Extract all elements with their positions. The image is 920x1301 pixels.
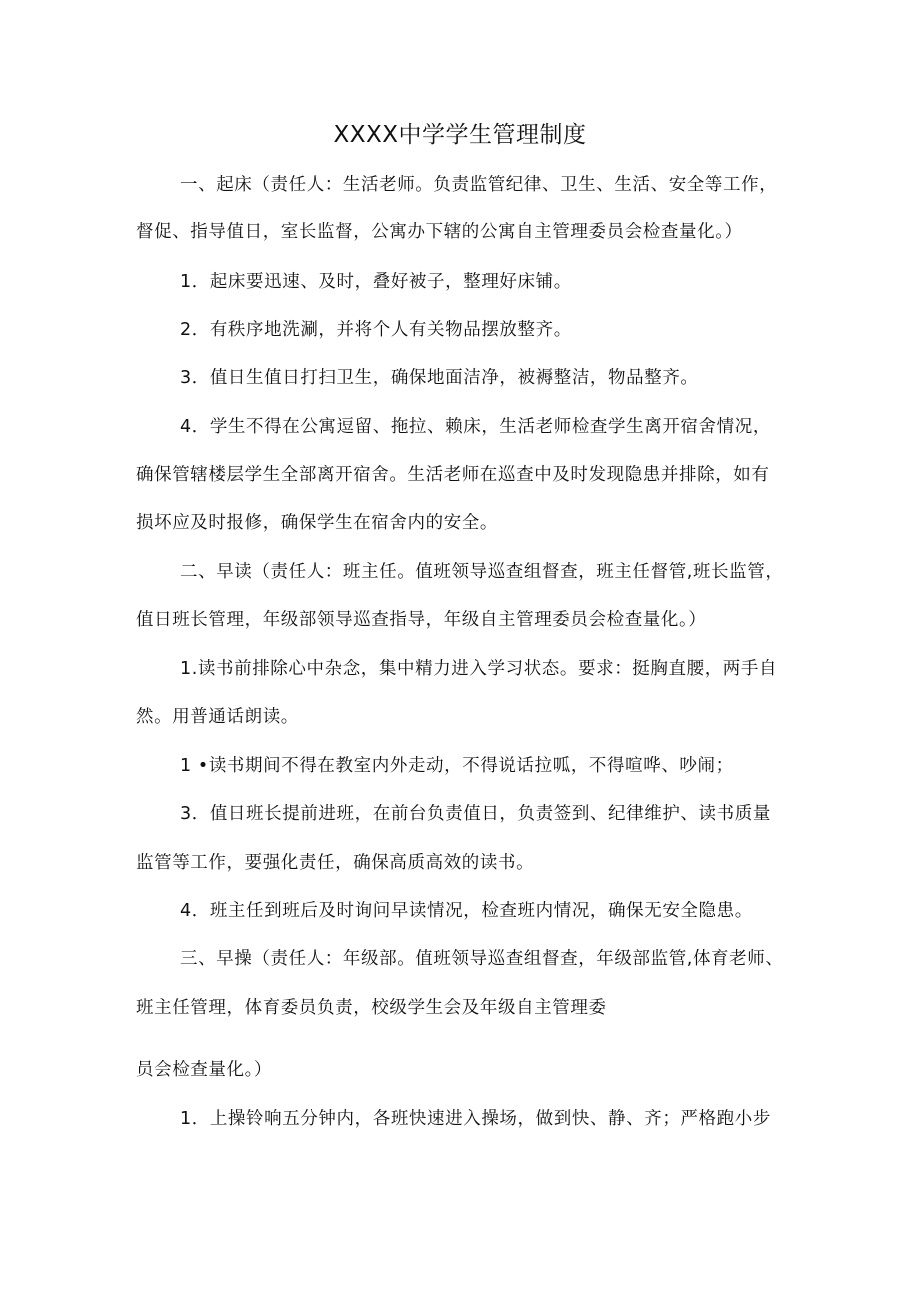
section-3-item-1: 1．上操铃响五分钟内，各班快速进入操场，做到快、静、齐；严格跑小步 — [180, 1109, 771, 1129]
section-2-item-4: 4．班主任到班后及时询问早读情况，检查班内情况，确保无安全隐患。 — [180, 901, 753, 921]
section-2-item-3-line-2: 监管等工作，要强化责任，确保高质高效的读书。 — [136, 853, 535, 873]
section-2-item-1-line-1: 1.读书前排除心中杂念，集中精力进入学习状态。要求：挺胸直腰，两手自 — [180, 659, 778, 679]
section-1-item-4-line-1: 4．学生不得在公寓逗留、拖拉、赖床，生活老师检查学生离开宿舍情况， — [180, 417, 771, 437]
section-2-item-2: 1 •读书期间不得在教室内外走动，不得说话拉呱，不得喧哗、吵闹； — [180, 756, 734, 776]
section-1-heading-line-1: 一、起床（责任人：生活老师。负责监管纪律、卫生、生活、安全等工作， — [180, 175, 778, 195]
section-2-heading-line-2: 值日班长管理，年级部领导巡查指导，年级自主管理委员会检查量化。） — [136, 610, 707, 630]
section-2-item-1-line-2: 然。用普通话朗读。 — [136, 707, 299, 727]
section-2-heading-line-1: 二、早读（责任人：班主任。值班领导巡查组督查，班主任督管,班长监管， — [180, 562, 784, 582]
section-1-heading-line-2: 督促、指导值日，室长监督，公寓办下辖的公寓自主管理委员会检查量化。） — [136, 222, 743, 242]
section-1-item-1: 1．起床要迅速、及时，叠好被子，整理好床铺。 — [180, 272, 572, 292]
section-3-heading-line-1: 三、早操（责任人：年级部。值班领导巡查组督查，年级部监管,体育老师、 — [180, 949, 784, 969]
section-1-item-3: 3．值日生值日打扫卫生，确保地面洁净，被褥整洁，物品整齐。 — [180, 368, 699, 388]
section-1-item-2: 2．有秩序地洗涮，并将个人有关物品摆放整齐。 — [180, 320, 572, 340]
section-1-item-4-line-2: 确保管辖楼层学生全部离开宿舍。生活老师在巡查中及时发现隐患并排除，如有 — [136, 465, 770, 485]
section-3-heading-line-3: 员会检查量化。） — [136, 1060, 273, 1080]
document-title: XXXX中学学生管理制度 — [333, 122, 587, 148]
section-3-heading-line-2: 班主任管理，体育委员负责，校级学生会及年级自主管理委 — [136, 998, 607, 1018]
section-1-item-4-line-3: 损坏应及时报修，确保学生在宿舍内的安全。 — [136, 513, 498, 533]
section-2-item-3-line-1: 3．值日班长提前进班，在前台负责值日，负责签到、纪律维护、读书质量 — [180, 804, 771, 824]
